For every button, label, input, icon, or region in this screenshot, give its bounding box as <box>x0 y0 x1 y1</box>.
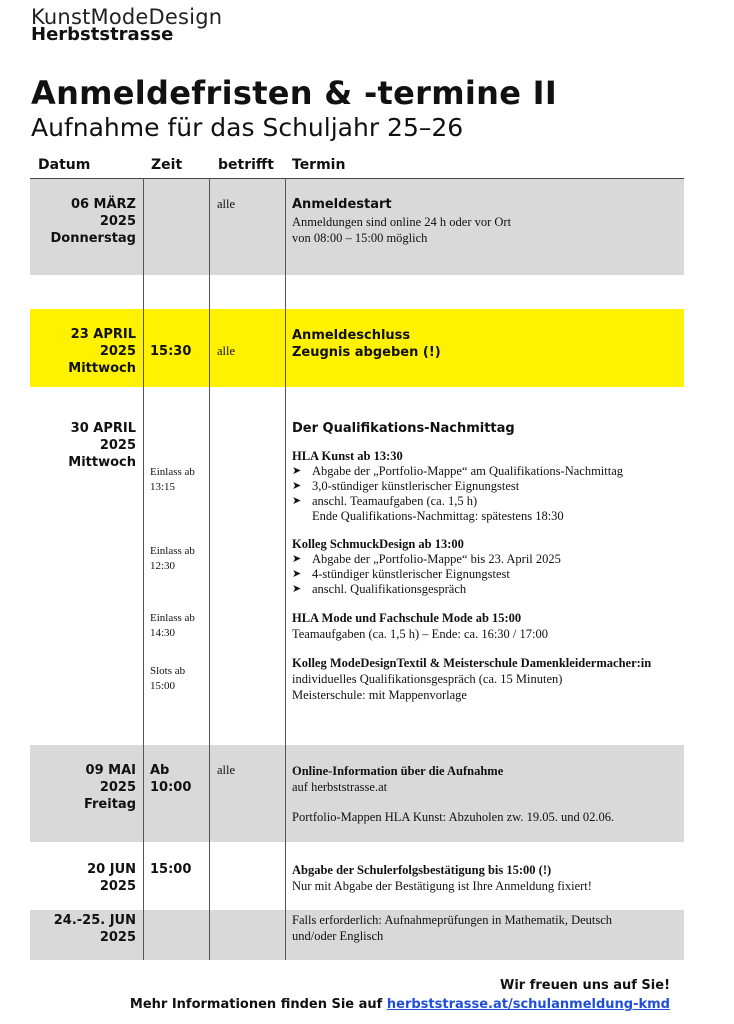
termin-text: auf herbststrasse.at <box>292 780 388 794</box>
block-kolleg-modedesigntextil <box>292 655 680 703</box>
einlass-value: 14:30 <box>150 627 176 639</box>
page-subtitle: Aufnahme für das Schuljahr 25–26 <box>31 113 464 142</box>
block-heading: HLA Kunst ab 13:30 <box>292 449 403 463</box>
bullet-item <box>292 464 680 479</box>
brand-subtitle: Herbststrasse <box>31 24 174 45</box>
date-weekday: Freitag <box>83 797 136 812</box>
date-day: 09 MAI <box>85 763 136 778</box>
einlass-time <box>150 465 195 495</box>
date-day: 24.-25. JUN <box>53 913 136 928</box>
column-header-termin: Termin <box>292 157 346 173</box>
arrowhead-bullet-icon: ➤ <box>292 568 302 580</box>
einlass-label: Slots ab <box>150 665 186 677</box>
bullet-item <box>292 582 680 597</box>
date-year: 2025 <box>99 780 136 795</box>
row-termin <box>292 862 680 894</box>
bullet-item <box>292 479 680 494</box>
block-heading: Kolleg SchmuckDesign ab 13:00 <box>292 537 464 551</box>
row-termin <box>292 912 680 944</box>
einlass-time <box>150 611 195 641</box>
page-title: Anmeldefristen & -termine II <box>31 74 558 112</box>
block-kolleg-schmuckdesign <box>292 536 680 597</box>
termin-title: Zeugnis abgeben (!) <box>292 345 441 360</box>
date-year: 2025 <box>99 344 136 359</box>
column-divider <box>209 178 210 960</box>
bullet-item <box>292 552 680 567</box>
bullet-text: Abgabe der „Portfolio-Mappe“ am Qualifikations-Nachmittag <box>312 464 624 478</box>
registration-link[interactable]: herbststrasse.at/schulanmeldung-kmd <box>386 997 670 1012</box>
einlass-time <box>150 544 195 574</box>
einlass-label: Einlass ab <box>150 466 195 478</box>
column-header-zeit: Zeit <box>151 157 183 173</box>
einlass-value: 12:30 <box>150 560 176 572</box>
einlass-label: Einlass ab <box>150 612 195 624</box>
column-divider <box>143 178 144 960</box>
termin-text: und/oder Englisch <box>292 929 384 943</box>
arrowhead-bullet-icon: ➤ <box>292 583 302 595</box>
bullet-text: 3,0-stündiger künstlerischer Eignungstest <box>312 479 520 493</box>
row-termin <box>292 421 680 703</box>
date-weekday: Mittwoch <box>68 361 136 376</box>
footer-info-text: Mehr Informationen finden Sie auf <box>129 997 387 1012</box>
block-heading: HLA Mode und Fachschule Mode ab 15:00 <box>292 611 522 625</box>
date-day: 20 JUN <box>87 862 136 877</box>
row-betrifft: alle <box>217 197 236 211</box>
bullet-continuation: Ende Qualifikations-Nachmittag: spätestens 18:30 <box>312 509 564 523</box>
row-date <box>30 762 136 813</box>
date-year: 2025 <box>99 879 136 894</box>
date-day: 23 APRIL <box>70 327 136 342</box>
row-date <box>30 196 136 247</box>
time-prefix: Ab <box>150 763 170 778</box>
bullet-text: 4-stündiger künstlerischer Eignungstest <box>312 567 510 581</box>
termin-text: Nur mit Abgabe der Bestätigung ist Ihre Anmeldung fixiert! <box>292 879 592 893</box>
arrowhead-bullet-icon: ➤ <box>292 465 302 477</box>
row-termin <box>292 763 680 825</box>
einlass-value: 13:15 <box>150 481 176 493</box>
column-divider <box>285 178 286 960</box>
row-date <box>30 861 136 895</box>
bullet-item <box>292 494 680 509</box>
row-time <box>150 762 191 796</box>
footer-greeting: Wir freuen uns auf Sie! <box>499 978 670 993</box>
termin-text: von 08:00 – 15:00 möglich <box>292 231 428 245</box>
bullet-item <box>292 567 680 582</box>
bullet-text: anschl. Teamaufgaben (ca. 1,5 h) <box>312 494 478 508</box>
row-betrifft: alle <box>217 344 236 358</box>
date-year: 2025 <box>99 214 136 229</box>
row-time: 15:00 <box>150 862 192 877</box>
arrowhead-bullet-icon: ➤ <box>292 495 302 507</box>
date-year: 2025 <box>99 438 136 453</box>
block-hla-mode <box>292 610 680 642</box>
column-header-datum: Datum <box>38 157 91 173</box>
row-time: 15:30 <box>150 344 192 359</box>
einlass-label: Einlass ab <box>150 545 195 557</box>
row-termin <box>292 197 680 246</box>
footer-info <box>130 997 670 1012</box>
termin-title: Anmeldeschluss <box>292 328 411 343</box>
date-day: 06 MÄRZ <box>70 197 136 212</box>
row-betrifft: alle <box>217 763 236 777</box>
termin-text: Falls erforderlich: Aufnahmeprüfungen in Mathematik, Deutsch <box>292 913 613 927</box>
einlass-value: 15:00 <box>150 680 176 692</box>
einlass-time <box>150 664 185 694</box>
bullet-text: Abgabe der „Portfolio-Mappe“ bis 23. April 2025 <box>312 552 561 566</box>
termin-text: Anmeldungen sind online 24 h oder vor Ort <box>292 215 512 229</box>
block-text: individuelles Qualifikationsgespräch (ca. 15 Minuten) <box>292 672 563 686</box>
date-day: 30 APRIL <box>70 421 136 436</box>
termin-title: Der Qualifikations-Nachmittag <box>292 421 515 436</box>
termin-title: Online-Information über die Aufnahme <box>292 764 504 778</box>
block-hla-kunst <box>292 448 680 524</box>
brand-name: KunstModeDesign <box>31 5 223 29</box>
column-header-betrifft: betrifft <box>218 157 274 173</box>
termin-text: Portfolio-Mappen HLA Kunst: Abzuholen zw. 19.05. und 02.06. <box>292 810 615 824</box>
row-date <box>30 326 136 377</box>
termin-title: Abgabe der Schulerfolgsbestätigung bis 15:00 (!) <box>292 863 552 877</box>
date-weekday: Donnerstag <box>50 231 136 246</box>
bullet-text: anschl. Qualifikationsgespräch <box>312 582 467 596</box>
arrowhead-bullet-icon: ➤ <box>292 553 302 565</box>
block-text: Meisterschule: mit Mappenvorlage <box>292 688 467 702</box>
row-date <box>30 420 136 471</box>
row-termin <box>292 327 680 361</box>
date-year: 2025 <box>99 930 136 945</box>
time-value: 10:00 <box>150 780 192 795</box>
block-heading: Kolleg ModeDesignTextil & Meisterschule Damenkleidermacher:in <box>292 656 652 670</box>
block-text: Teamaufgaben (ca. 1,5 h) – Ende: ca. 16:30 / 17:00 <box>292 627 548 641</box>
date-weekday: Mittwoch <box>68 455 136 470</box>
termin-title: Anmeldestart <box>292 197 392 212</box>
arrowhead-bullet-icon: ➤ <box>292 480 302 492</box>
row-date <box>30 912 136 946</box>
